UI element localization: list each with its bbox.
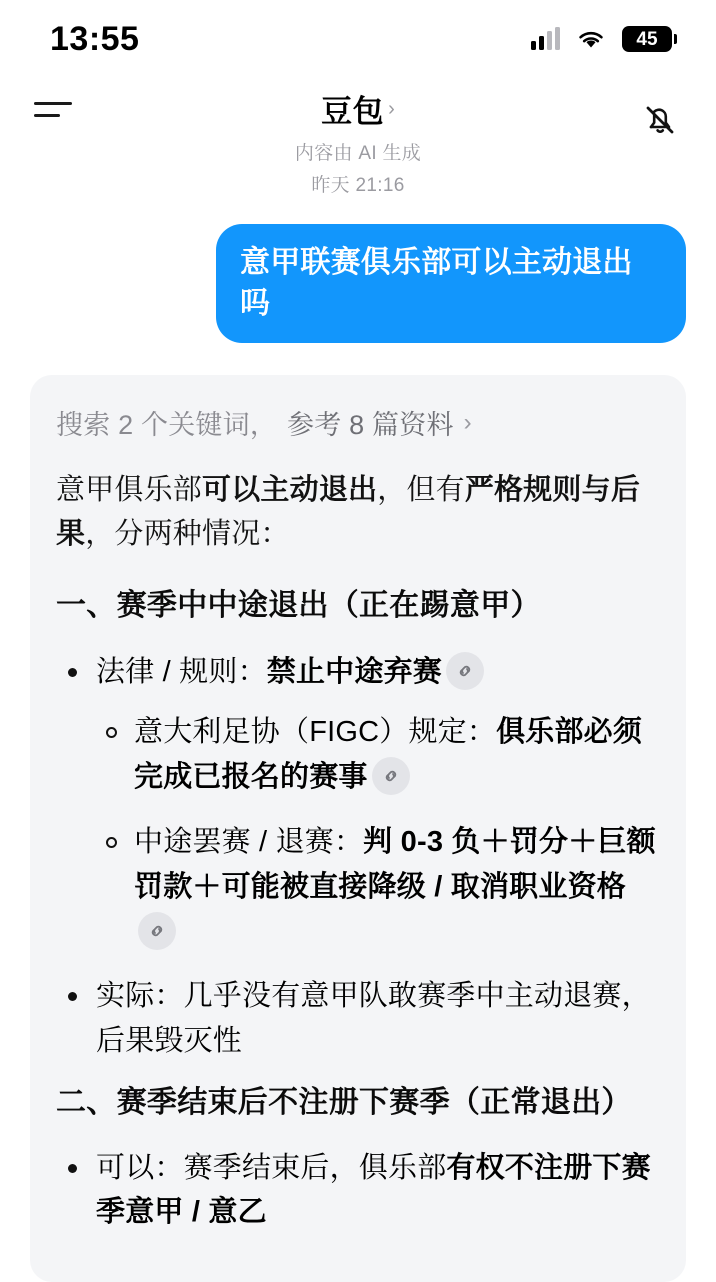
intro-part3: ，分两种情况： [85, 518, 290, 551]
battery-level: 45 [636, 28, 658, 50]
ai-disclaimer: 内容由 AI 生成 [294, 143, 422, 164]
search-keywords-text: 搜索 2 个关键词， [56, 410, 278, 440]
section-2-heading: 二、赛季结束后不注册下赛季（正常退出） [56, 1085, 632, 1119]
status-indicators [531, 26, 672, 52]
item-text: 几乎没有意甲队敢赛季中主动退赛，后果毁灭性 [96, 980, 651, 1057]
conversation-timestamp: 昨天 21:16 [311, 175, 405, 196]
subitem-text: 意大利足协（FIGC）规定： [134, 715, 497, 748]
list-item [96, 710, 660, 800]
intro-paragraph [56, 468, 660, 556]
subitem-text: 中途罢赛 / 退赛： [134, 825, 364, 858]
nav-bar [0, 78, 716, 196]
chevron-right-icon: › [388, 98, 395, 120]
nav-title-row[interactable] [98, 86, 618, 131]
nav-right [618, 84, 682, 142]
item-bold: 有权不注册下赛季 [96, 1152, 651, 1229]
item-label: 法律 / 规则： [96, 655, 267, 688]
user-message-bubble[interactable]: 意甲联赛俱乐部可以主动退出吗 [216, 224, 686, 343]
wifi-icon [576, 28, 606, 50]
section-1-list [56, 650, 660, 1063]
search-references-text: 参考 8 篇资料 [287, 410, 454, 440]
link-icon[interactable] [446, 652, 484, 690]
subitem-bold: 判 0-3 负＋罚分＋巨额罚款＋可能被直接降级 / 取消职业资格 [134, 825, 656, 903]
hamburger-menu-icon[interactable] [34, 102, 72, 117]
user-message-row [30, 224, 686, 343]
intro-bold1: 可以主动退出 [202, 474, 378, 506]
status-time: 13:55 [50, 19, 140, 58]
list-item [96, 820, 660, 955]
item-bold: 禁止中途弃赛 [266, 655, 442, 688]
link-icon[interactable] [138, 912, 176, 950]
item-label: 实际： [96, 980, 184, 1013]
search-summary[interactable] [56, 403, 660, 442]
intro-part2: ，但有 [377, 474, 465, 506]
item-label: 可以： [96, 1152, 184, 1185]
intro-part1: 意甲俱乐部 [56, 474, 203, 506]
subitem-bold: 俱乐部必须完成已报名的赛事 [134, 715, 643, 793]
section-1-sublist [96, 710, 660, 955]
cellular-signal-icon [531, 28, 560, 50]
list-item [56, 974, 660, 1062]
list-item [56, 650, 660, 955]
assistant-message-card [30, 375, 686, 1282]
item-text: 赛季结束后，俱乐部 [183, 1152, 447, 1185]
section-1-heading: 一、赛季中中途退出（正在踢意甲） [56, 589, 541, 623]
list-item [56, 1146, 660, 1234]
battery-icon [622, 26, 672, 52]
page-title: 豆包 [321, 94, 385, 129]
mute-bell-icon[interactable] [638, 98, 682, 142]
section-2-list [56, 1146, 660, 1234]
conversation-area[interactable] [0, 188, 716, 1282]
link-icon[interactable] [372, 757, 410, 795]
item-bold-post: 意甲 / 意乙 [125, 1196, 267, 1229]
intro-bold2: 严格规则与后果 [56, 474, 641, 551]
status-bar [0, 0, 716, 78]
nav-left [34, 84, 98, 117]
nav-center [98, 84, 618, 197]
chevron-right-icon: › [463, 408, 472, 436]
